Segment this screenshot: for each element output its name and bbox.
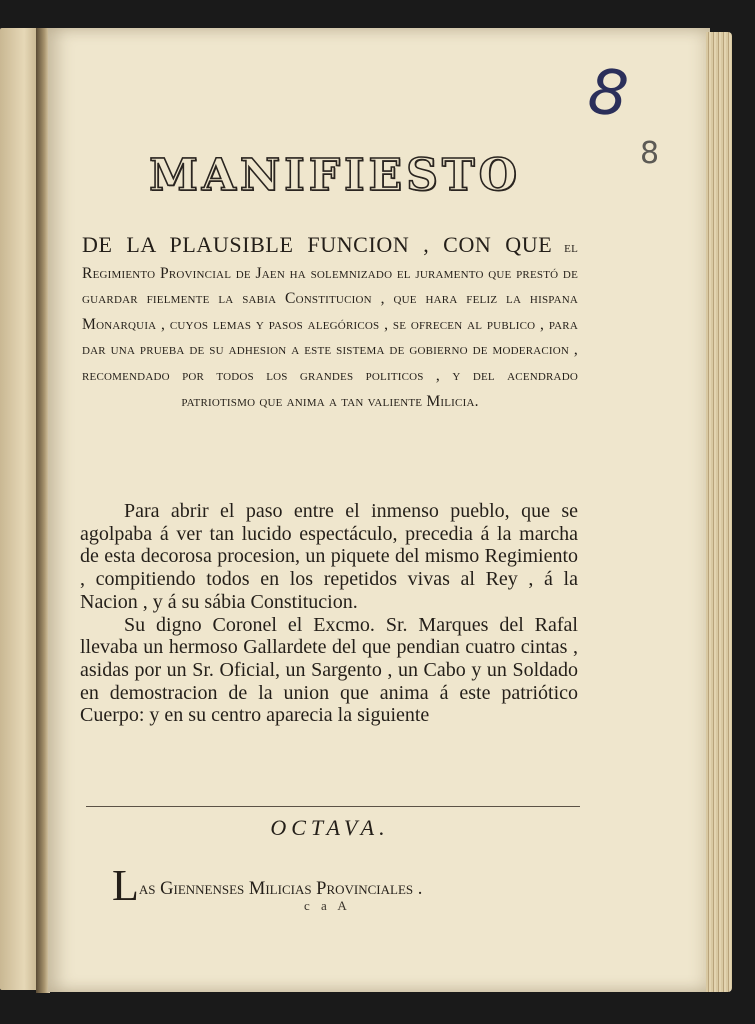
folio-number-pencil: 8: [640, 136, 660, 171]
paragraph-1: Para abrir el paso entre el inmenso pueblo, que se agolpaba á ver tan lucido espectáculo, precedia á la marcha de esta decorosa procesion, un piquete del mismo Regimiento , compitiendo todos en los repetidos vivas al Rey , á la Nacion , y á su sábia Constitucion.: [80, 500, 578, 613]
subtitle-first-line: DE LA PLAUSIBLE FUNCION , CON QUE: [82, 232, 553, 257]
verse-text: as Giennenses Milicias Provinciales .: [138, 879, 423, 899]
page-title: MANIFIESTO: [149, 150, 521, 201]
drop-cap: L: [112, 861, 139, 910]
folio-number-ink: 8: [584, 54, 632, 131]
body-text: [80, 500, 578, 727]
page-stack-edge: [706, 32, 732, 992]
subtitle-text: el Regimiento Provincial de Jaen ha solemnizado el juramento que prestó de guardar fielmente la sabia Constitucion , que hara feliz la hispana Monarquia , cuyos lemas y pasos alegóricos , se ofrecen al publico , para dar una prueba de su adhesion a este sistema de gobierno de moderacion , recomendado por todos los grandes politicos , y del acendrado patriotismo que anima a tan valiente Milicia.: [82, 239, 578, 410]
subtitle-block: [82, 232, 578, 414]
section-heading-octava: OCTAVA.: [270, 815, 390, 840]
horizontal-rule: [86, 806, 580, 807]
paragraph-2: Su digno Coronel el Excmo. Sr. Marques del Rafal llevaba un hermoso Gallardete del que pendian cuatro cintas , asidas por un Sr. Oficial, un Sargento , un Cabo y un Soldado en demostracion de la union que anima á este patriótico Cuerpo: y en su centro aparecia la siguiente: [80, 613, 578, 727]
catchword: c a A: [304, 898, 351, 913]
